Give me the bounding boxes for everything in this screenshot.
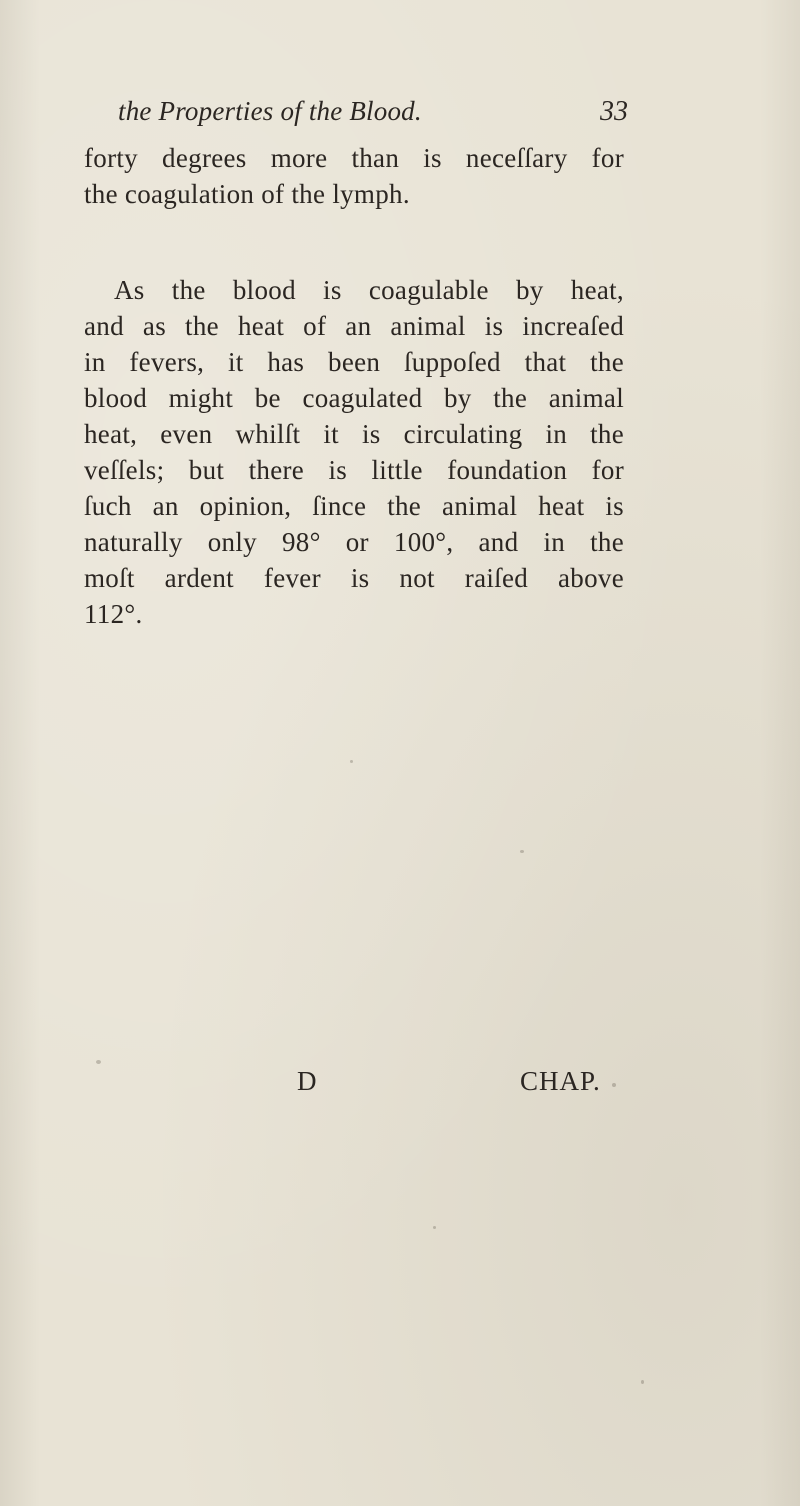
catchword: CHAP. (520, 1066, 601, 1096)
paper-speck (350, 760, 353, 763)
paper-speck (433, 1226, 436, 1229)
body-text (84, 140, 624, 632)
text-line: and as the heat of an animal is increaſed (84, 311, 624, 341)
paper-speck (612, 1083, 616, 1087)
page-header (118, 92, 628, 142)
text-line: ſuch an opinion, ſince the animal heat is (84, 491, 624, 521)
paragraph-gap (84, 212, 624, 272)
text-line: naturally only 98° or 100°, and in the (84, 527, 624, 557)
text-line: As the blood is coagulable by heat, (114, 275, 624, 305)
paper-speck (641, 1380, 644, 1384)
text-line: 112°. (84, 599, 143, 629)
text-line: moſt ardent fever is not raiſed above (84, 563, 624, 593)
signature-mark: D (297, 1066, 317, 1096)
text-line: heat, even whilſt it is circulating in the (84, 419, 624, 449)
text-line: blood might be coagulated by the animal (84, 383, 624, 413)
paper-speck (520, 850, 524, 853)
text-line: in fevers, it has been ſuppoſed that the (84, 347, 624, 377)
running-head: the Properties of the Blood. (118, 96, 422, 126)
page-footer (0, 1066, 800, 1106)
text-line: forty degrees more than is neceſſary for (84, 143, 624, 173)
paper-speck (96, 1060, 101, 1064)
page-number: 33 (600, 96, 628, 127)
text-line: the coagulation of the lymph. (84, 179, 410, 209)
text-line: veſſels; but there is little foundation for (84, 455, 624, 485)
